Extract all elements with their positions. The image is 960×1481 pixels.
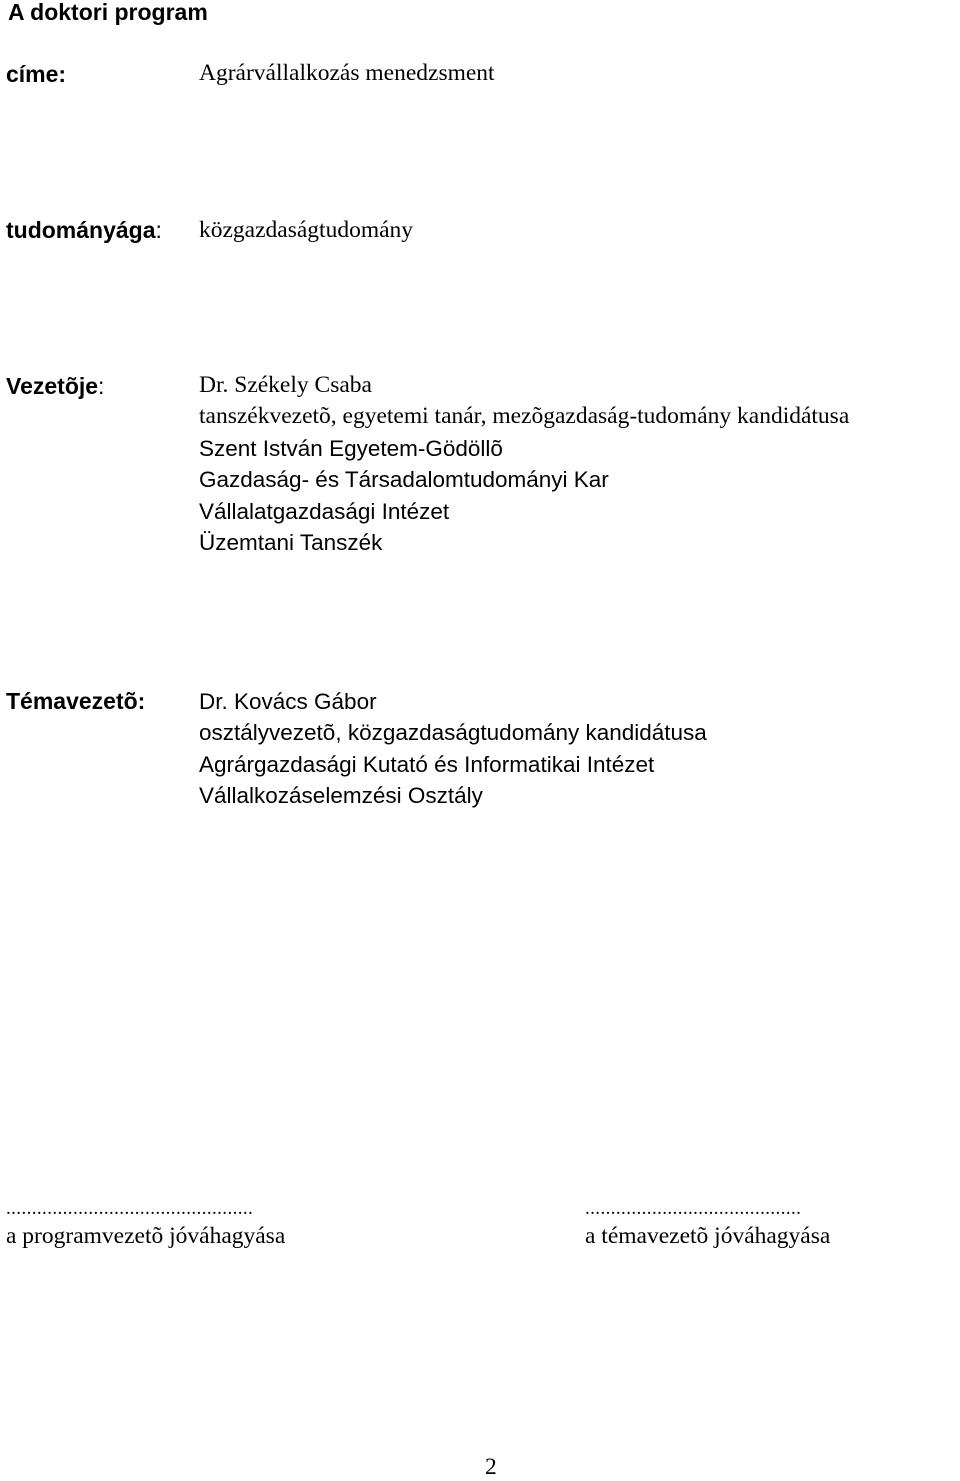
title-label: címe: [6, 61, 67, 87]
field-value: közgazdaságtudomány [199, 217, 414, 243]
supervisor-name: Dr. Kovács Gábor [199, 689, 377, 714]
signature-right-caption: a témavezetõ jóváhagyása [585, 1223, 831, 1249]
section-heading: A doktori program [8, 0, 208, 25]
signature-left [6, 1198, 285, 1252]
page-number: 2 [485, 1454, 497, 1480]
field-label-colon: : [155, 217, 162, 243]
leader-university: Szent István Egyetem-Gödöllõ [199, 435, 503, 461]
leader-label [6, 372, 104, 400]
signature-right [585, 1198, 830, 1252]
leader-institute: Vállalatgazdasági Intézet [199, 498, 450, 524]
field-label-text: tudományága [6, 217, 156, 243]
leader-name: Dr. Székely Csaba [199, 372, 372, 398]
leader-department: Üzemtani Tanszék [199, 529, 383, 555]
title-value: Agrárvállalkozás menedzsment [199, 60, 495, 86]
leader-label-text: Vezetõje [6, 373, 99, 399]
leader-faculty: Gazdaság- és Társadalomtudományi Kar [199, 467, 609, 493]
signature-left-caption: a programvezetõ jóváhagyása [6, 1223, 286, 1249]
leader-position: tanszékvezetõ, egyetemi tanár, mezõgazdaság-tudomány kandidátusa [199, 403, 850, 430]
leader-label-colon: : [98, 373, 105, 399]
supervisor-department: Vállalkozáselemzési Osztály [199, 783, 483, 809]
field-label [6, 216, 162, 244]
signature-right-line: .......................................... [585, 1198, 802, 1219]
signature-left-line: ................................................ [6, 1198, 254, 1219]
supervisor-details [199, 686, 707, 812]
leader-details [199, 370, 849, 558]
supervisor-label: Témavezetõ: [6, 688, 146, 714]
supervisor-institute: Agrárgazdasági Kutató és Informatikai Intézet [199, 751, 655, 777]
supervisor-position: osztályvezetõ, közgazdaságtudomány kandidátusa [199, 720, 707, 746]
